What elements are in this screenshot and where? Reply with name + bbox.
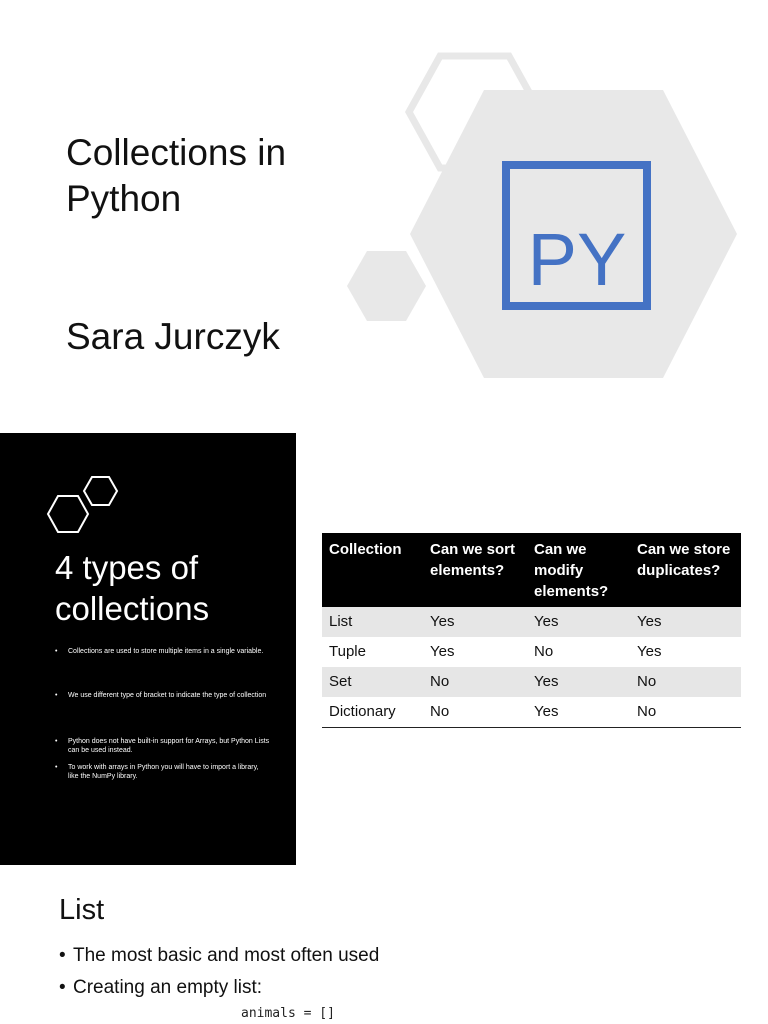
- table-cell: No: [423, 697, 527, 728]
- bullet-item: • We use different type of bracket to indicate the type of collection: [55, 691, 266, 700]
- hexagon-outline-icon: [46, 473, 126, 533]
- table-row: [322, 667, 741, 697]
- slide2-title: [55, 547, 209, 629]
- table-cell: Yes: [637, 643, 662, 660]
- bullet-item: • Collections are used to store multiple items in a single variable.: [55, 647, 263, 656]
- bullet-item: • Python does not have built-in support for Arrays, but Python Lists can be used instead.: [55, 737, 270, 755]
- table-cell: Yes: [527, 667, 630, 697]
- table-cell: List: [322, 607, 423, 637]
- table-cell: Yes: [430, 643, 455, 660]
- table-row: [322, 607, 741, 637]
- table-cell: Yes: [630, 607, 741, 637]
- code-snippet: animals = []: [241, 1006, 335, 1021]
- slide2-title-line-1: 4 types of: [55, 549, 199, 586]
- table-cell: Dictionary: [322, 697, 423, 728]
- table-cell: Yes: [527, 697, 630, 728]
- collections-table-wrapper: [322, 533, 741, 728]
- collections-types-slide: [0, 433, 296, 865]
- bullet-item: • Creating an empty list:: [59, 972, 379, 1004]
- header-duplicates: Can we store duplicates?: [630, 533, 741, 607]
- table-cell: No: [630, 667, 741, 697]
- table-row: [322, 697, 741, 728]
- slide2-title-line-2: collections: [55, 590, 210, 627]
- header-collection: Collection: [322, 533, 423, 607]
- table-cell: No: [423, 667, 527, 697]
- bullet-item: • To work with arrays in Python you will have to import a library, like the NumPy library.: [55, 763, 270, 781]
- header-sort: Can we sort elements?: [423, 533, 527, 607]
- list-slide: [0, 890, 768, 1024]
- title-slide: [0, 0, 768, 420]
- py-logo-text: PY: [527, 218, 627, 301]
- header-modify: Can we modify elements?: [527, 533, 630, 607]
- table-cell: Yes: [527, 607, 630, 637]
- table-cell: Yes: [423, 607, 527, 637]
- table-cell: Set: [322, 667, 423, 697]
- title-line-2: Python: [66, 178, 182, 219]
- presentation-title: [66, 130, 286, 222]
- collections-comparison-table: [322, 533, 741, 728]
- list-slide-bullets: [59, 940, 379, 1004]
- table-cell: No: [630, 697, 741, 728]
- table-cell: Tuple: [329, 643, 366, 660]
- small-hexagon-shape: [347, 251, 426, 321]
- list-slide-title: List: [59, 894, 105, 926]
- author-name: Sara Jurczyk: [66, 316, 280, 357]
- table-row: [322, 637, 741, 667]
- table-header-row: [322, 533, 741, 607]
- title-line-1: Collections in: [66, 132, 287, 173]
- table-cell: No: [534, 643, 554, 660]
- bullet-item: • The most basic and most often used: [59, 940, 379, 972]
